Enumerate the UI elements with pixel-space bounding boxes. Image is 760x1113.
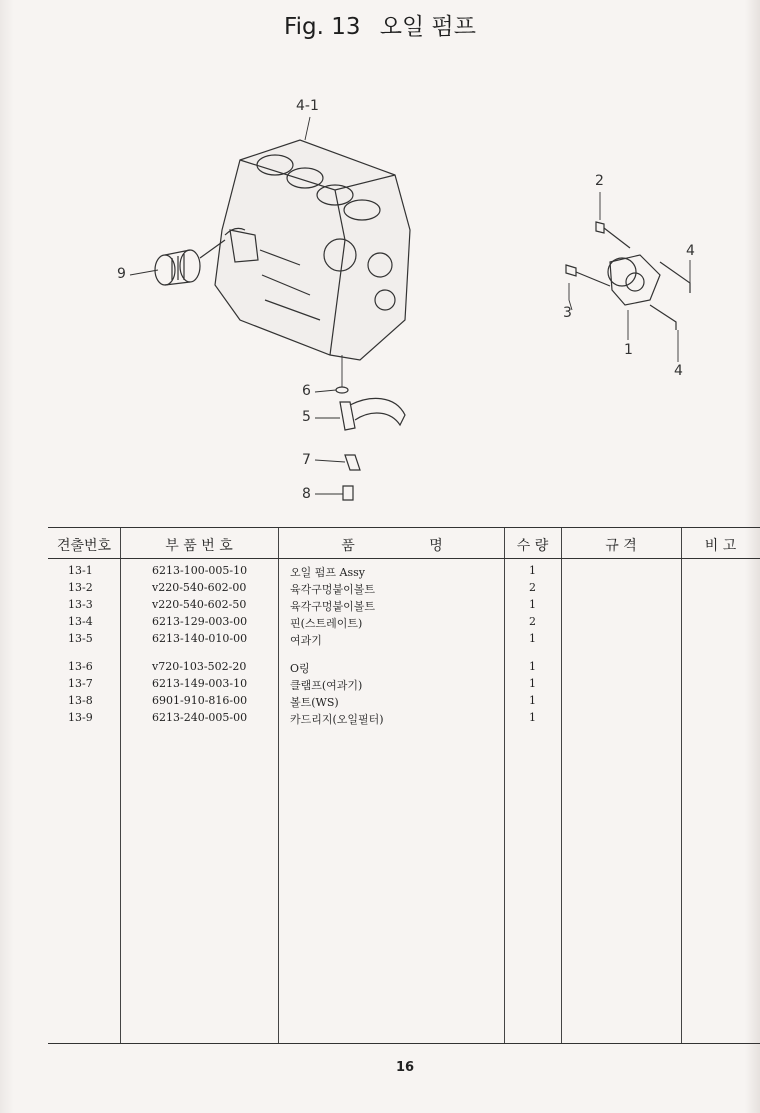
cell-quantity: 2	[529, 581, 536, 594]
table-row	[48, 677, 760, 694]
cell-part-number: 6901-910-816-00	[152, 694, 248, 707]
cell-ref: 13-8	[68, 694, 93, 707]
cell-quantity: 1	[529, 598, 536, 611]
table-row	[48, 660, 760, 677]
cell-quantity: 1	[529, 660, 536, 673]
table-header	[48, 528, 760, 559]
cell-part-number: 6213-140-010-00	[152, 632, 248, 645]
figure-name: 오일 펌프	[379, 14, 476, 40]
page-number: 16	[395, 1060, 415, 1075]
cell-quantity: 1	[529, 711, 536, 724]
cell-part-number: 6213-100-005-10	[152, 564, 248, 577]
callout-8: 8	[302, 486, 311, 502]
callout-5: 5	[302, 409, 311, 425]
oil-strainer-drawing	[336, 387, 405, 500]
cell-quantity: 1	[529, 564, 536, 577]
engine-block-drawing	[215, 140, 410, 360]
figure-title	[0, 8, 760, 41]
figure-number: Fig. 13	[284, 14, 361, 40]
callout-4-1: 4-1	[296, 98, 319, 114]
table-row	[48, 581, 760, 598]
cell-ref: 13-9	[68, 711, 93, 724]
cell-quantity: 1	[529, 677, 536, 690]
table-row	[48, 598, 760, 615]
cell-ref: 13-4	[68, 615, 93, 628]
cell-quantity: 1	[529, 632, 536, 645]
cell-name: 육각구멍붙이볼트	[290, 583, 376, 596]
header-name-2: 명	[429, 538, 443, 554]
cell-part-number: v220-540-602-50	[152, 598, 247, 611]
callout-3: 3	[563, 305, 572, 321]
cell-ref: 13-5	[68, 632, 93, 645]
callout-6: 6	[302, 383, 311, 399]
table-row	[48, 694, 760, 711]
cell-ref: 13-2	[68, 581, 93, 594]
cell-ref: 13-3	[68, 598, 93, 611]
cell-name: 카드리지(오일필터)	[290, 713, 384, 726]
callout-4-top: 4	[686, 243, 695, 259]
callout-7: 7	[302, 452, 311, 468]
oil-filter-drawing	[155, 240, 225, 285]
cell-name: 클램프(여과기)	[290, 679, 363, 692]
header-remarks: 비 고	[704, 538, 737, 554]
header-spec: 규 격	[605, 538, 637, 554]
callout-4-bottom: 4	[674, 363, 683, 379]
cell-ref: 13-1	[68, 564, 93, 577]
leader-lines	[130, 117, 690, 494]
oil-pump-exploded-diagram	[0, 80, 760, 510]
cell-part-number: v720-103-502-20	[152, 660, 247, 673]
cell-name: 육각구멍붙이볼트	[290, 600, 376, 613]
cell-part-number: 6213-129-003-00	[152, 615, 248, 628]
cell-name: 오일 펌프 Assy	[290, 566, 365, 579]
table-row	[48, 632, 760, 649]
callout-1: 1	[624, 342, 633, 358]
cell-name: 여과기	[290, 634, 322, 647]
cell-quantity: 2	[529, 615, 536, 628]
cell-part-number: 6213-149-003-10	[152, 677, 248, 690]
cell-part-number: v220-540-602-00	[152, 581, 247, 594]
callout-2: 2	[595, 173, 604, 189]
header-quantity: 수 량	[516, 538, 549, 554]
header-ref: 견출번호	[56, 538, 112, 554]
table-row	[48, 711, 760, 728]
cell-name: O링	[290, 662, 310, 675]
cell-name: 핀(스트레이트)	[290, 617, 363, 630]
cell-name: 볼트(WS)	[290, 696, 339, 709]
table-row	[48, 564, 760, 581]
cell-ref: 13-7	[68, 677, 93, 690]
cell-quantity: 1	[529, 694, 536, 707]
cell-ref: 13-6	[68, 660, 93, 673]
header-name-1: 품	[341, 538, 355, 554]
cell-part-number: 6213-240-005-00	[152, 711, 248, 724]
header-part-number: 부 품 번 호	[165, 538, 233, 554]
callout-9: 9	[117, 266, 126, 282]
parts-table	[48, 527, 760, 1044]
table-row	[48, 615, 760, 632]
